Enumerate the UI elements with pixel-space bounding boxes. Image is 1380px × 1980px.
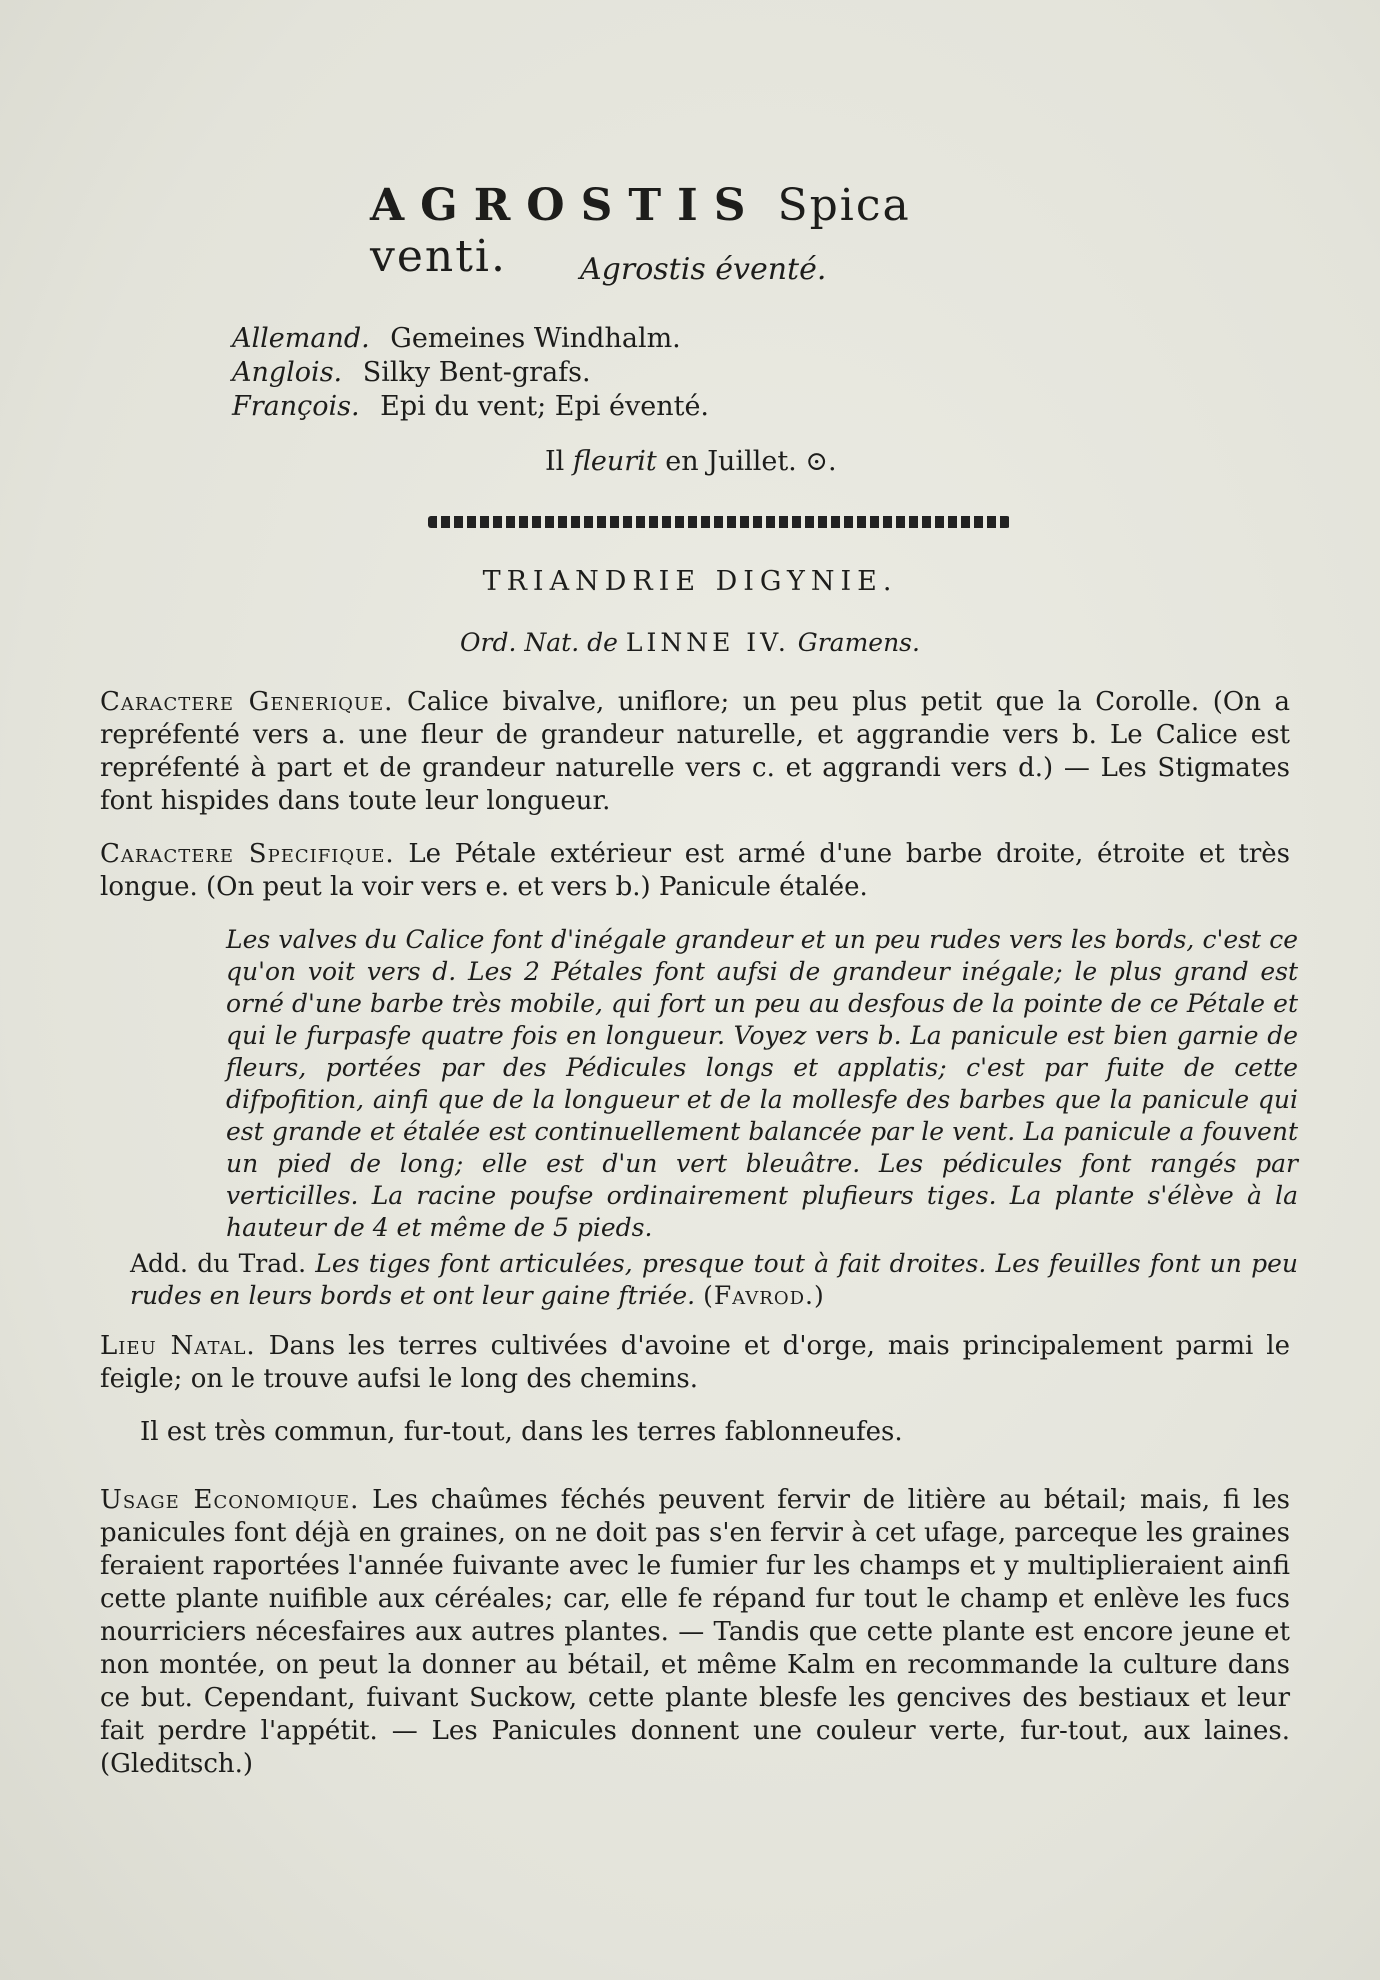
section-text: Calice bivalve, uniflore; un peu plus petit que la Corolle. (On a repréfenté vers a. une fleur de grandeur naturelle, et aggrandie vers b. Le Calice est repréfenté à part et de grandeur naturelle vers c. et aggrandi vers d.) — Les Stigmates font hispides dans toute leur longueur. [100,687,1290,816]
section-text: Dans les terres cultivées d'avoine et d'orge, mais principalement parmi le feigle; on le trouve aufsi le long des chemins. [100,1331,1290,1394]
order-author: LINNE IV. [625,628,790,657]
addition-ref: (Favrod.) [703,1281,825,1310]
translator-addition [130,1248,1298,1312]
generic-character [100,686,1290,818]
order-name: Gramens. [797,628,920,657]
name-row [232,356,709,390]
annual-symbol-icon: ⊙. [805,446,837,477]
section-heading: Caractere Generique. [100,687,394,717]
common-names [232,322,709,424]
common-note: Il est très commun, fur-tout, dans les terres fablonneufes. [140,1417,903,1447]
common-name: Epi du vent; Epi éventé. [380,391,710,422]
common-name: Silky Bent-grafs. [362,357,591,388]
language-label: Allemand. [232,323,370,354]
section-text: Le Pétale extérieur est armé d'une barbe droite, étroite et très longue. (On peut la voir vers e. et vers b.) Panicule étalée. [100,839,1291,902]
section-heading: Usage Economique. [100,1485,360,1515]
species-name: Spica venti. [370,180,911,282]
economic-use [100,1484,1290,1781]
language-label: François. [232,391,360,422]
linnaean-class: TRIANDRIE DIGYNIE. [482,566,898,597]
name-row [232,390,709,424]
french-title: Agrostis éventé. [580,252,827,287]
name-row [232,322,709,356]
flowering-verb: fleurit [572,446,657,477]
section-heading: Caractere Specifique. [100,839,395,869]
section-heading: Lieu Natal. [100,1331,256,1361]
section-text: Les chaûmes féchés peuvent fervir de litière au bétail; mais, fi les panicules font déjà en graines, on ne doit pas s'en fervir à cet ufage, parceque les graines feraient raportées l'année fuivante avec le fumier fur les champs et y multiplieraient ainfi cette plante nuifible aux céréales; car, elle fe répand fur tout le champ et enlève les fucs nourriciers nécesfaires aux autres plantes. — Tandis que cette plante est encore jeune et non montée, on peut la donner au bétail, et même Kalm en recommande la culture dans ce but. Cependant, fuivant Suckow, cette plante blesfe les gencives des bestiaux et leur fait perdre l'appétit. — Les Panicules donnent une couleur verte, fur-tout, aux laines. (Gleditsch.) [100,1485,1290,1779]
specific-character [100,838,1290,904]
native-place [100,1330,1290,1396]
ornamental-divider [428,516,1010,528]
language-label: Anglois. [232,357,343,388]
addition-label: Add. du Trad. [130,1249,307,1278]
flowering-pre: Il [545,446,565,477]
flowering-post: en Juillet. [665,446,797,477]
flowering-line [545,446,837,477]
order-prefix: Ord. Nat. de [460,628,618,657]
description: Les valves du Calice font d'inégale grandeur et un peu rudes vers les bords, c'est ce qu'on voit vers d. Les 2 Pétales font aufsi de grandeur inégale; le plus grand est orné d'une barbe très mobile, qui fort un peu au desfous de la pointe de ce Pétale et qui le furpasfe quatre fois en longueur. Voyez vers b. La panicule est bien garnie de fleurs, portées par des Pédicules longs et applatis; c'est par fuite de cette difpofition, ainfi que de la longueur et de la mollesfe des barbes que la panicule qui est grande et étalée est continuellement balancée par le vent. La panicule a fouvent un pied de long; elle est d'un vert bleuâtre. Les pédicules font rangés par verticilles. La racine poufse ordinairement plufieurs tiges. La plante s'élève à la hauteur de 4 et même de 5 pieds. [226,925,1298,1242]
genus-name: AGROSTIS [370,180,762,231]
addition-text: Les tiges font articulées, presque tout à fait droites. Les feuilles font un peu rudes en leurs bords et ont leur gaine ftriée. [130,1249,1298,1310]
natural-order [0,628,1380,657]
common-name: Gemeines Windhalm. [390,323,681,354]
